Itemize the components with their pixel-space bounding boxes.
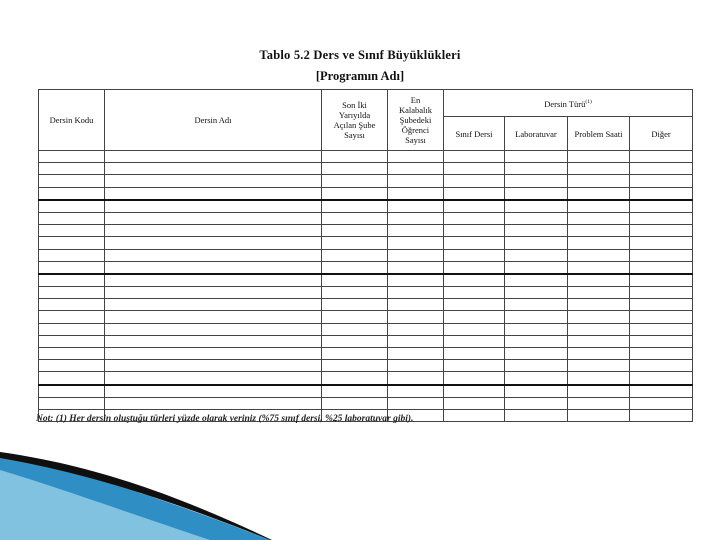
header-problem-hour: Problem Saati: [568, 117, 630, 151]
header-largest-section-line: Sayısı: [405, 135, 426, 145]
header-section-count-line: Son İki: [342, 100, 367, 110]
header-course-type-label: Dersin Türü: [544, 98, 586, 109]
header-classroom: Sınıf Dersi: [444, 117, 505, 151]
header-other: Diğer: [630, 117, 693, 151]
header-section-count-line: Yarıyılda: [338, 110, 371, 120]
header-section-count-line: Açılan Şube: [333, 120, 376, 130]
header-largest-section-line: Kalabalık: [398, 105, 433, 115]
program-name-placeholder: [Programın Adı]: [315, 69, 405, 83]
header-section-count-line: Sayısı: [344, 130, 365, 140]
footnote: Not: (1) Her dersin oluştuğu türleri yüzde olarak veriniz (%75 sınıf dersi, %25 laboratuvar gibi).: [36, 414, 414, 424]
footnote-marker: (1): [585, 99, 592, 106]
header-laboratory: Laboratuvar: [505, 117, 568, 151]
header-course-name: Dersin Adı: [105, 90, 322, 151]
table-title: Tablo 5.2 Ders ve Sınıf Büyüklükleri: [259, 48, 461, 62]
header-largest-section-line: En: [410, 95, 421, 105]
header-course-code: Dersin Kodu: [39, 90, 105, 151]
header-largest-section-line: Öğrenci: [401, 125, 430, 135]
header-largest-section-line: Şubedeki: [399, 115, 432, 125]
